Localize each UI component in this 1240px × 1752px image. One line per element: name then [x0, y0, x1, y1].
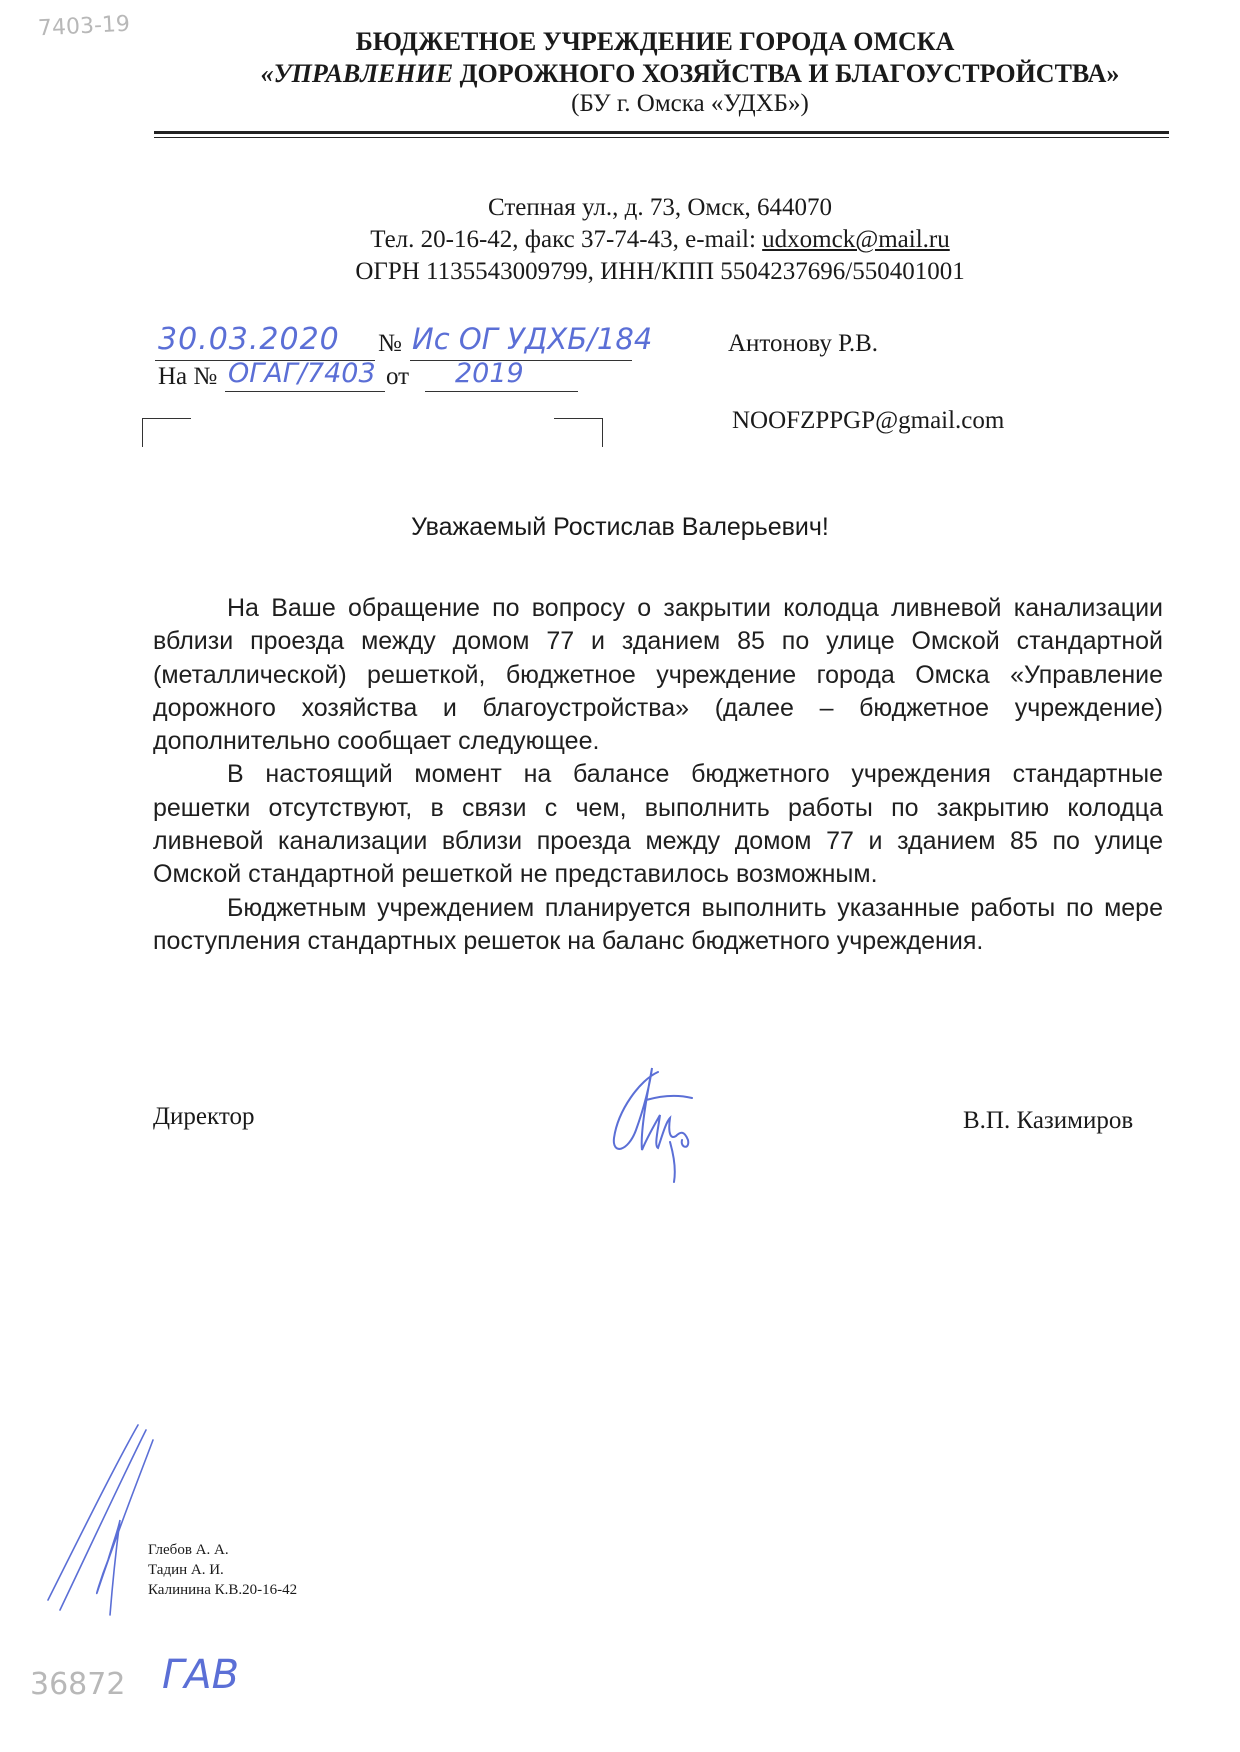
org-name-line2 [70, 59, 1240, 89]
executor-item: Калинина К.В.20-16-42 [148, 1582, 298, 1598]
paragraph: Бюджетным учреждением планируется выполнить указанные работы по мере поступления стандартных решеток на баланс бюджетного учреждения. [153, 893, 1163, 955]
phone-text: Тел. 20-16-42, факс 37-74-43, e-mail: [370, 226, 763, 253]
director-signature [600, 1060, 730, 1190]
reply-number: ОГАГ/7403 [228, 358, 376, 389]
org-email-link[interactable]: udxomck@mail.ru [762, 226, 950, 253]
number-label: № [378, 330, 402, 357]
recipient-name: Антонову Р.В. [728, 330, 879, 357]
archive-number-bottom: 36872 [30, 1667, 126, 1702]
org-name-line1: БЮДЖЕТНОЕ УЧРЕЖДЕНИЕ ГОРОДА ОМСКА [355, 27, 955, 56]
executor-item: Тадин А. И. [148, 1562, 224, 1578]
registration-number: Ис ОГ УДХБ/184 [412, 322, 653, 356]
signatory-name: В.П. Казимиров [963, 1107, 1134, 1134]
header-rule-thin [154, 137, 1169, 138]
greeting: Уважаемый Ростислав Валерьевич! [411, 513, 829, 541]
reply-number-underline [225, 391, 385, 392]
reply-date-underline [425, 391, 578, 392]
signatory-title: Директор [153, 1103, 255, 1130]
org-name-italic: «УПРАВЛЕНИЕ [260, 59, 454, 88]
handwritten-initials: ГАВ [162, 1652, 240, 1698]
from-label: от [386, 363, 410, 390]
reply-date: 2019 [455, 358, 524, 389]
executors-list [148, 1540, 297, 1600]
address-bracket-right [554, 418, 603, 447]
org-name-rest: ДОРОЖНОГО ХОЗЯЙСТВА И БЛАГОУСТРОЙСТВА» [453, 59, 1120, 88]
archive-mark-top: 7403-19 [37, 11, 131, 42]
phone-line [40, 226, 1240, 254]
recipient-email: NOOFZPPGP@gmail.com [732, 407, 1005, 434]
executor-item: Глебов А. А. [148, 1542, 229, 1558]
header-rule-thick [154, 131, 1169, 134]
registration-date: 30.03.2020 [158, 322, 340, 357]
address-bracket-left [142, 418, 191, 447]
letter-body [153, 592, 1163, 958]
address-line: Степная ул., д. 73, Омск, 644070 [488, 194, 832, 221]
registry-line: ОГРН 1135543009799, ИНН/КПП 5504237696/550401001 [355, 258, 965, 285]
org-short-name: (БУ г. Омска «УДХБ») [571, 90, 809, 117]
paragraph: На Ваше обращение по вопросу о закрытии колодца ливневой канализации вблизи проезда между домом 77 и зданием 85 по улице Омской стандартной (металлической) решеткой, бюджетное учреждение города Омска «Управление дорожного хозяйства и благоустройства» (далее – бюджетное учреждение) дополнительно сообщает следующее. [153, 594, 1163, 756]
reply-label: На № [158, 363, 218, 390]
paragraph: В настоящий момент на балансе бюджетного учреждения стандартные решетки отсутствуют, в связи с чем, выполнить работы по закрытию колодца ливневой канализации вблизи проезда между домом 77 и зданием 85 по улице Омской стандартной решеткой не представилось возможным. [153, 760, 1163, 889]
